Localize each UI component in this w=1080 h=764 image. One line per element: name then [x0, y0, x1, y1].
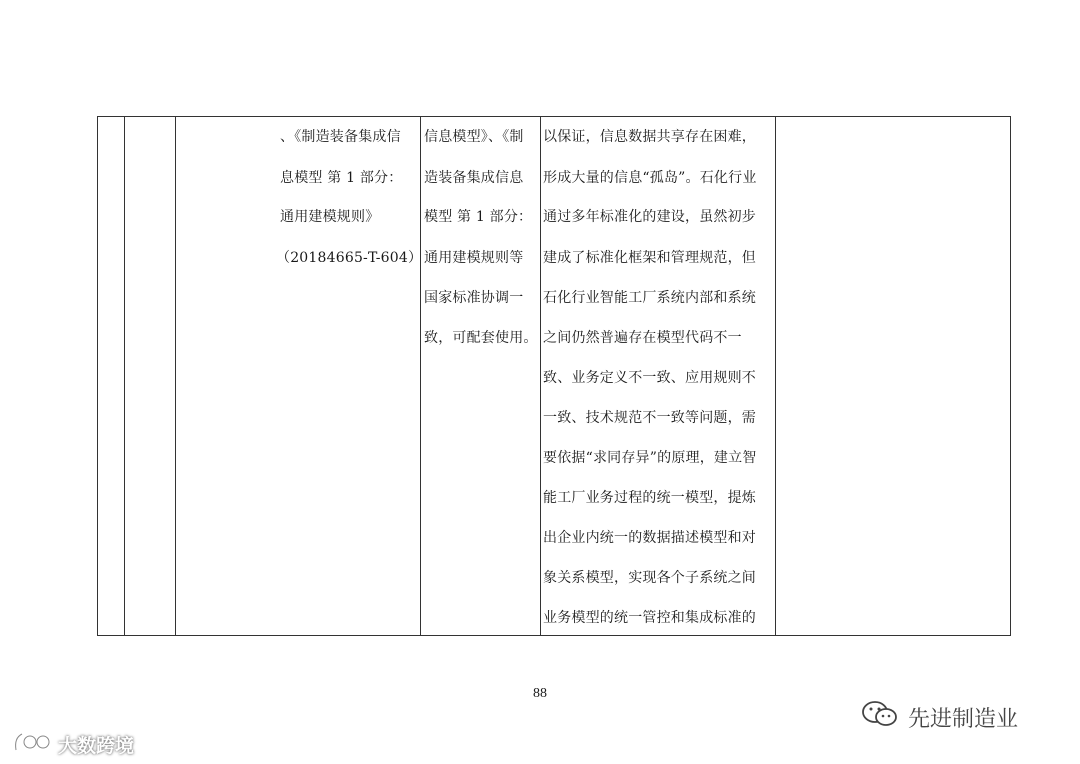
table-column-1: [98, 117, 125, 635]
text-line: 通用建模规则等: [424, 250, 524, 266]
text-line: 石化行业智能工厂系统内部和系统: [543, 290, 756, 306]
document-table: [97, 116, 1011, 636]
watermark-right: [860, 700, 1018, 734]
text-line: 出企业内统一的数据描述模型和对: [543, 530, 756, 546]
text-line: 形成大量的信息“孤岛”。石化行业: [543, 170, 757, 186]
text-line: 能工厂业务过程的统一模型，提炼: [543, 490, 756, 506]
text-line: 要依据“求同存异”的原理，建立智: [543, 450, 757, 466]
text-line: 一致、技术规范不一致等问题，需: [543, 410, 756, 426]
watermark-right-text: 先进制造业: [908, 706, 1019, 732]
text-line: 信息模型》、《制: [424, 129, 524, 145]
watermark-left-text: 大数跨境: [58, 734, 135, 757]
watermark-left: [12, 730, 134, 758]
wechat-logo-icon: [860, 699, 900, 735]
text-line: 象关系模型，实现各个子系统之间: [543, 570, 756, 586]
text-line: 通用建模规则》: [280, 209, 380, 225]
text-line: （20184665-T-604）: [276, 250, 423, 266]
table-column-4: [421, 117, 541, 635]
text-line: 造装备集成信息: [424, 170, 524, 186]
brand-logo-icon: [12, 730, 52, 759]
text-line: 以保证，信息数据共享存在困难，: [543, 129, 756, 145]
text-line: 通过多年标准化的建设，虽然初步: [543, 209, 756, 225]
page-number: 88: [533, 686, 547, 701]
text-line: 致、业务定义不一致、应用规则不: [543, 370, 756, 386]
text-line: 息模型 第 1 部分：: [280, 170, 403, 186]
text-line: 模型 第 1 部分：: [424, 209, 533, 225]
table-column-2: [125, 117, 176, 635]
text-line: 建成了标准化框架和管理规范，但: [543, 250, 756, 266]
text-line: 之间仍然普遍存在模型代码不一: [543, 330, 742, 346]
text-line: 业务模型的统一管控和集成标准的: [543, 610, 756, 626]
table-column-3: [176, 117, 421, 635]
table-column-5: [541, 117, 776, 635]
text-line: 国家标准协调一: [424, 290, 524, 306]
text-line: 致，可配套使用。: [424, 330, 538, 346]
text-line: 、《制造装备集成信: [280, 129, 401, 145]
